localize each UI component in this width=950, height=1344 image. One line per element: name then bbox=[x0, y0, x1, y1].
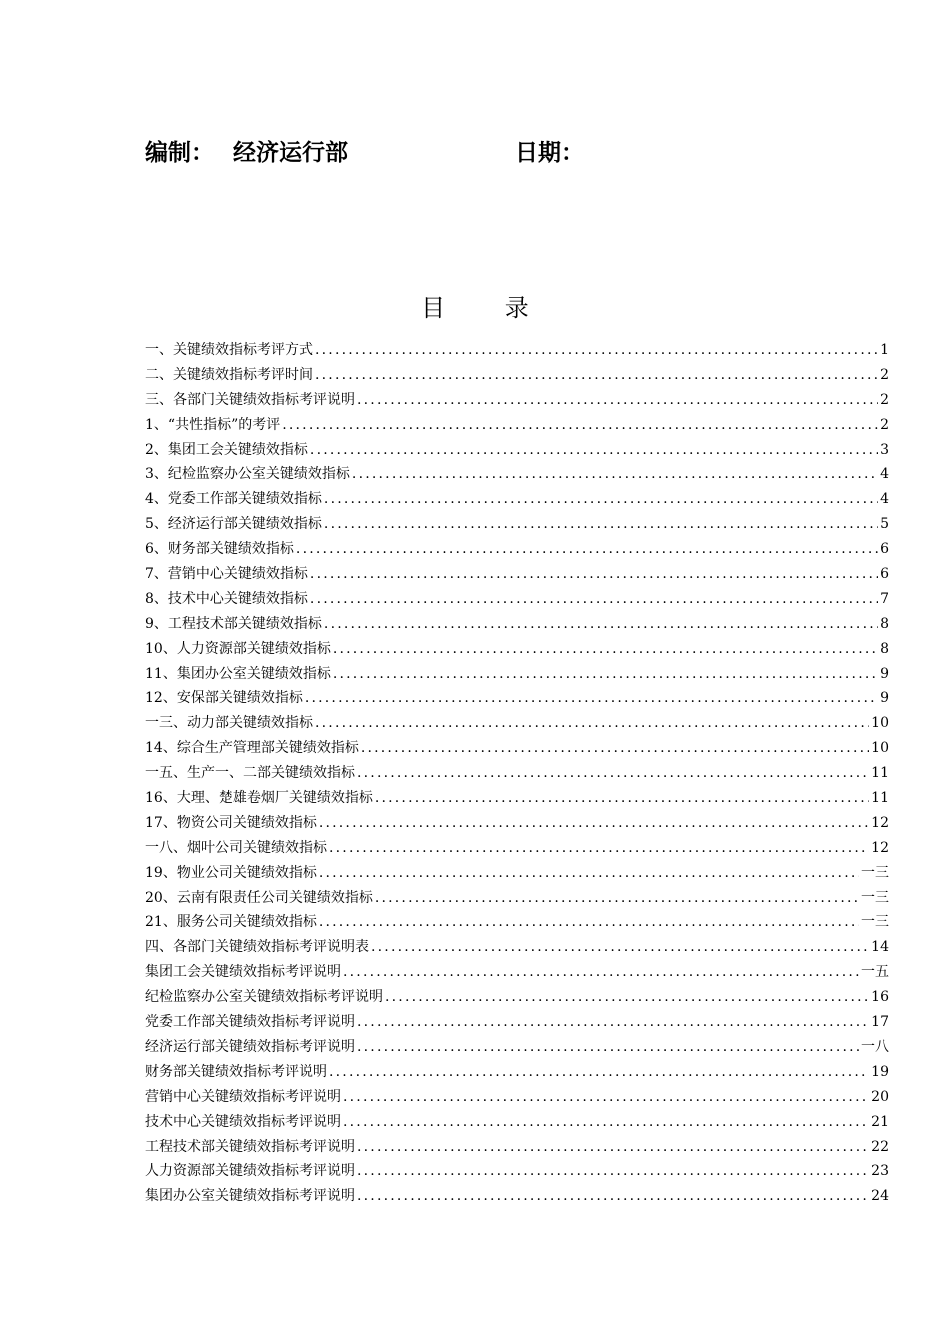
toc-entry[interactable] bbox=[145, 338, 889, 363]
toc-dot-leader bbox=[329, 836, 869, 861]
toc-entry-label: 一、关键绩效指标考评方式 bbox=[145, 342, 313, 358]
toc-dot-leader bbox=[357, 761, 869, 786]
toc-entry-label: 10、人力资源部关键绩效指标 bbox=[145, 640, 331, 657]
toc-entry-label: 纪检监察办公室关键绩效指标考评说明 bbox=[145, 989, 383, 1006]
toc-entry[interactable] bbox=[145, 1184, 889, 1209]
toc-entry-label: 21、服务公司关键绩效指标 bbox=[145, 914, 317, 931]
toc-entry-label: 技术中心关键绩效指标考评说明 bbox=[145, 1113, 341, 1130]
toc-dot-leader bbox=[357, 1035, 859, 1060]
toc-entry-page: 一八 bbox=[861, 1038, 889, 1055]
toc-entry-page: 5 bbox=[880, 516, 889, 533]
toc-entry[interactable] bbox=[145, 1085, 889, 1110]
toc-entry-page: 24 bbox=[871, 1188, 889, 1205]
toc-entry-page: 一五 bbox=[861, 964, 889, 981]
toc-entry[interactable] bbox=[145, 935, 889, 960]
toc-dot-leader bbox=[310, 562, 878, 587]
toc-entry-page: 2 bbox=[880, 416, 889, 433]
toc-entry-page: 4 bbox=[880, 491, 889, 508]
toc-entry[interactable] bbox=[145, 811, 889, 836]
toc-entry-label: 党委工作部关键绩效指标考评说明 bbox=[145, 1014, 355, 1031]
toc-entry-label: 7、营销中心关键绩效指标 bbox=[145, 566, 308, 583]
toc-entry[interactable] bbox=[145, 1159, 889, 1184]
toc-entry[interactable] bbox=[145, 1010, 889, 1035]
date-label: 日期： bbox=[515, 140, 584, 166]
compiler-value: 经济运行部 bbox=[233, 140, 348, 166]
toc-dot-leader bbox=[333, 637, 878, 662]
toc-entry[interactable] bbox=[145, 587, 889, 612]
toc-entry-page: 12 bbox=[871, 839, 889, 856]
toc-entry[interactable] bbox=[145, 487, 889, 512]
toc-entry-label: 20、云南有限责任公司关键绩效指标 bbox=[145, 889, 373, 906]
toc-entry[interactable] bbox=[145, 761, 889, 786]
toc-entry-page: 4 bbox=[880, 466, 889, 483]
toc-entry-page: 8 bbox=[880, 640, 889, 657]
toc-entry-label: 8、技术中心关键绩效指标 bbox=[145, 590, 308, 607]
toc-entry-label: 三、各部门关键绩效指标考评说明 bbox=[145, 391, 355, 408]
toc-entry[interactable] bbox=[145, 686, 889, 711]
toc-entry[interactable] bbox=[145, 537, 889, 562]
toc-entry[interactable] bbox=[145, 662, 889, 687]
toc-entry-page: 22 bbox=[871, 1138, 889, 1155]
toc-entry-page: 一三 bbox=[861, 864, 889, 881]
toc-entry-page: 11 bbox=[871, 765, 889, 782]
toc-dot-leader bbox=[343, 1085, 869, 1110]
toc-dot-leader bbox=[357, 1010, 869, 1035]
toc-entry-label: 12、安保部关键绩效指标 bbox=[145, 690, 303, 707]
toc-dot-leader bbox=[357, 1159, 869, 1184]
toc-dot-leader bbox=[343, 960, 859, 985]
toc-entry-page: 16 bbox=[871, 989, 889, 1006]
toc-entry[interactable] bbox=[145, 910, 889, 935]
toc-dot-leader bbox=[352, 462, 878, 487]
toc-dot-leader bbox=[324, 487, 878, 512]
toc-entry-page: 20 bbox=[871, 1088, 889, 1105]
toc-entry-label: 4、党委工作部关键绩效指标 bbox=[145, 491, 322, 508]
toc-entry-page: 12 bbox=[871, 814, 889, 831]
toc-entry-label: 营销中心关键绩效指标考评说明 bbox=[145, 1088, 341, 1105]
toc-dot-leader bbox=[315, 363, 878, 388]
toc-dot-leader bbox=[329, 1060, 869, 1085]
toc-entry-label: 一八、烟叶公司关键绩效指标 bbox=[145, 839, 327, 856]
toc-entry-page: 9 bbox=[880, 665, 889, 682]
toc-dot-leader bbox=[310, 438, 878, 463]
toc-entry-label: 2、集团工会关键绩效指标 bbox=[145, 441, 308, 458]
table-of-contents bbox=[145, 338, 889, 1209]
toc-entry-label: 5、经济运行部关键绩效指标 bbox=[145, 516, 322, 533]
toc-dot-leader bbox=[296, 537, 878, 562]
toc-entry-label: 一五、生产一、二部关键绩效指标 bbox=[145, 765, 355, 782]
toc-entry-label: 16、大理、楚雄卷烟厂关键绩效指标 bbox=[145, 790, 373, 807]
toc-dot-leader bbox=[357, 1184, 869, 1209]
toc-dot-leader bbox=[357, 388, 878, 413]
toc-dot-leader bbox=[319, 811, 869, 836]
toc-entry-page: 14 bbox=[871, 939, 889, 956]
toc-entry-page: 19 bbox=[871, 1063, 889, 1080]
toc-dot-leader bbox=[319, 910, 859, 935]
toc-entry[interactable] bbox=[145, 886, 889, 911]
toc-entry-label: 1、“共性指标”的考评 bbox=[145, 416, 281, 433]
toc-entry-label: 11、集团办公室关键绩效指标 bbox=[145, 665, 331, 682]
toc-entry-page: 21 bbox=[871, 1113, 889, 1130]
toc-entry-label: 集团办公室关键绩效指标考评说明 bbox=[145, 1188, 355, 1205]
toc-dot-leader bbox=[375, 786, 869, 811]
toc-entry[interactable] bbox=[145, 1135, 889, 1160]
toc-entry-label: 集团工会关键绩效指标考评说明 bbox=[145, 964, 341, 981]
toc-dot-leader bbox=[324, 512, 878, 537]
toc-entry[interactable] bbox=[145, 512, 889, 537]
compiler-label: 编制： bbox=[145, 140, 214, 166]
toc-entry-page: 6 bbox=[880, 566, 889, 583]
toc-dot-leader bbox=[315, 338, 878, 363]
toc-entry-page: 8 bbox=[880, 615, 889, 632]
toc-entry[interactable] bbox=[145, 462, 889, 487]
toc-entry-page: 6 bbox=[880, 541, 889, 558]
toc-entry-page: 23 bbox=[871, 1163, 889, 1180]
toc-dot-leader bbox=[375, 886, 859, 911]
toc-entry-page: 10 bbox=[871, 740, 889, 757]
toc-title: 目 录 bbox=[421, 294, 555, 322]
toc-entry-label: 9、工程技术部关键绩效指标 bbox=[145, 615, 322, 632]
toc-entry-label: 14、综合生产管理部关键绩效指标 bbox=[145, 740, 359, 757]
toc-entry-page: 一三 bbox=[861, 889, 889, 906]
toc-dot-leader bbox=[310, 587, 878, 612]
toc-entry-page: 3 bbox=[880, 441, 889, 458]
toc-entry[interactable] bbox=[145, 960, 889, 985]
toc-entry[interactable] bbox=[145, 786, 889, 811]
toc-entry-label: 6、财务部关键绩效指标 bbox=[145, 541, 294, 558]
toc-entry[interactable] bbox=[145, 388, 889, 413]
toc-entry-page: 7 bbox=[880, 590, 889, 607]
toc-entry[interactable] bbox=[145, 861, 889, 886]
toc-entry-label: 19、物业公司关键绩效指标 bbox=[145, 864, 317, 881]
toc-dot-leader bbox=[343, 1110, 869, 1135]
toc-entry-page: 2 bbox=[880, 366, 889, 383]
toc-entry-page: 17 bbox=[871, 1014, 889, 1031]
toc-dot-leader bbox=[333, 662, 878, 687]
toc-dot-leader bbox=[319, 861, 859, 886]
toc-dot-leader bbox=[305, 686, 878, 711]
toc-dot-leader bbox=[324, 612, 878, 637]
toc-entry-label: 人力资源部关键绩效指标考评说明 bbox=[145, 1163, 355, 1180]
toc-entry-label: 17、物资公司关键绩效指标 bbox=[145, 814, 317, 831]
toc-entry-label: 二、关键绩效指标考评时间 bbox=[145, 366, 313, 383]
toc-entry[interactable] bbox=[145, 363, 889, 388]
toc-entry-label: 财务部关键绩效指标考评说明 bbox=[145, 1063, 327, 1080]
toc-entry-label: 四、各部门关键绩效指标考评说明表 bbox=[145, 939, 369, 956]
toc-entry[interactable] bbox=[145, 1060, 889, 1085]
toc-dot-leader bbox=[361, 736, 869, 761]
toc-entry-page: 一三 bbox=[861, 914, 889, 931]
toc-dot-leader bbox=[371, 935, 869, 960]
toc-entry-page: 9 bbox=[880, 690, 889, 707]
toc-entry-page: 11 bbox=[871, 790, 889, 807]
toc-entry[interactable] bbox=[145, 985, 889, 1010]
toc-entry[interactable] bbox=[145, 637, 889, 662]
toc-entry[interactable] bbox=[145, 711, 889, 736]
toc-entry[interactable] bbox=[145, 836, 889, 861]
toc-dot-leader bbox=[282, 413, 878, 438]
toc-entry-label: 经济运行部关键绩效指标考评说明 bbox=[145, 1038, 355, 1055]
toc-entry[interactable] bbox=[145, 612, 889, 637]
toc-entry[interactable] bbox=[145, 562, 889, 587]
toc-entry-label: 3、纪检监察办公室关键绩效指标 bbox=[145, 466, 350, 483]
toc-entry[interactable] bbox=[145, 1110, 889, 1135]
toc-entry-page: 10 bbox=[871, 715, 889, 732]
toc-entry-page: 2 bbox=[880, 391, 889, 408]
toc-dot-leader bbox=[385, 985, 869, 1010]
toc-entry[interactable] bbox=[145, 438, 889, 463]
toc-entry[interactable] bbox=[145, 1035, 889, 1060]
toc-entry-page: 1 bbox=[880, 342, 889, 358]
toc-entry[interactable] bbox=[145, 413, 889, 438]
toc-dot-leader bbox=[357, 1135, 869, 1160]
toc-entry-label: 一三、动力部关键绩效指标 bbox=[145, 715, 313, 732]
toc-dot-leader bbox=[315, 711, 869, 736]
toc-entry-label: 工程技术部关键绩效指标考评说明 bbox=[145, 1138, 355, 1155]
toc-entry[interactable] bbox=[145, 736, 889, 761]
